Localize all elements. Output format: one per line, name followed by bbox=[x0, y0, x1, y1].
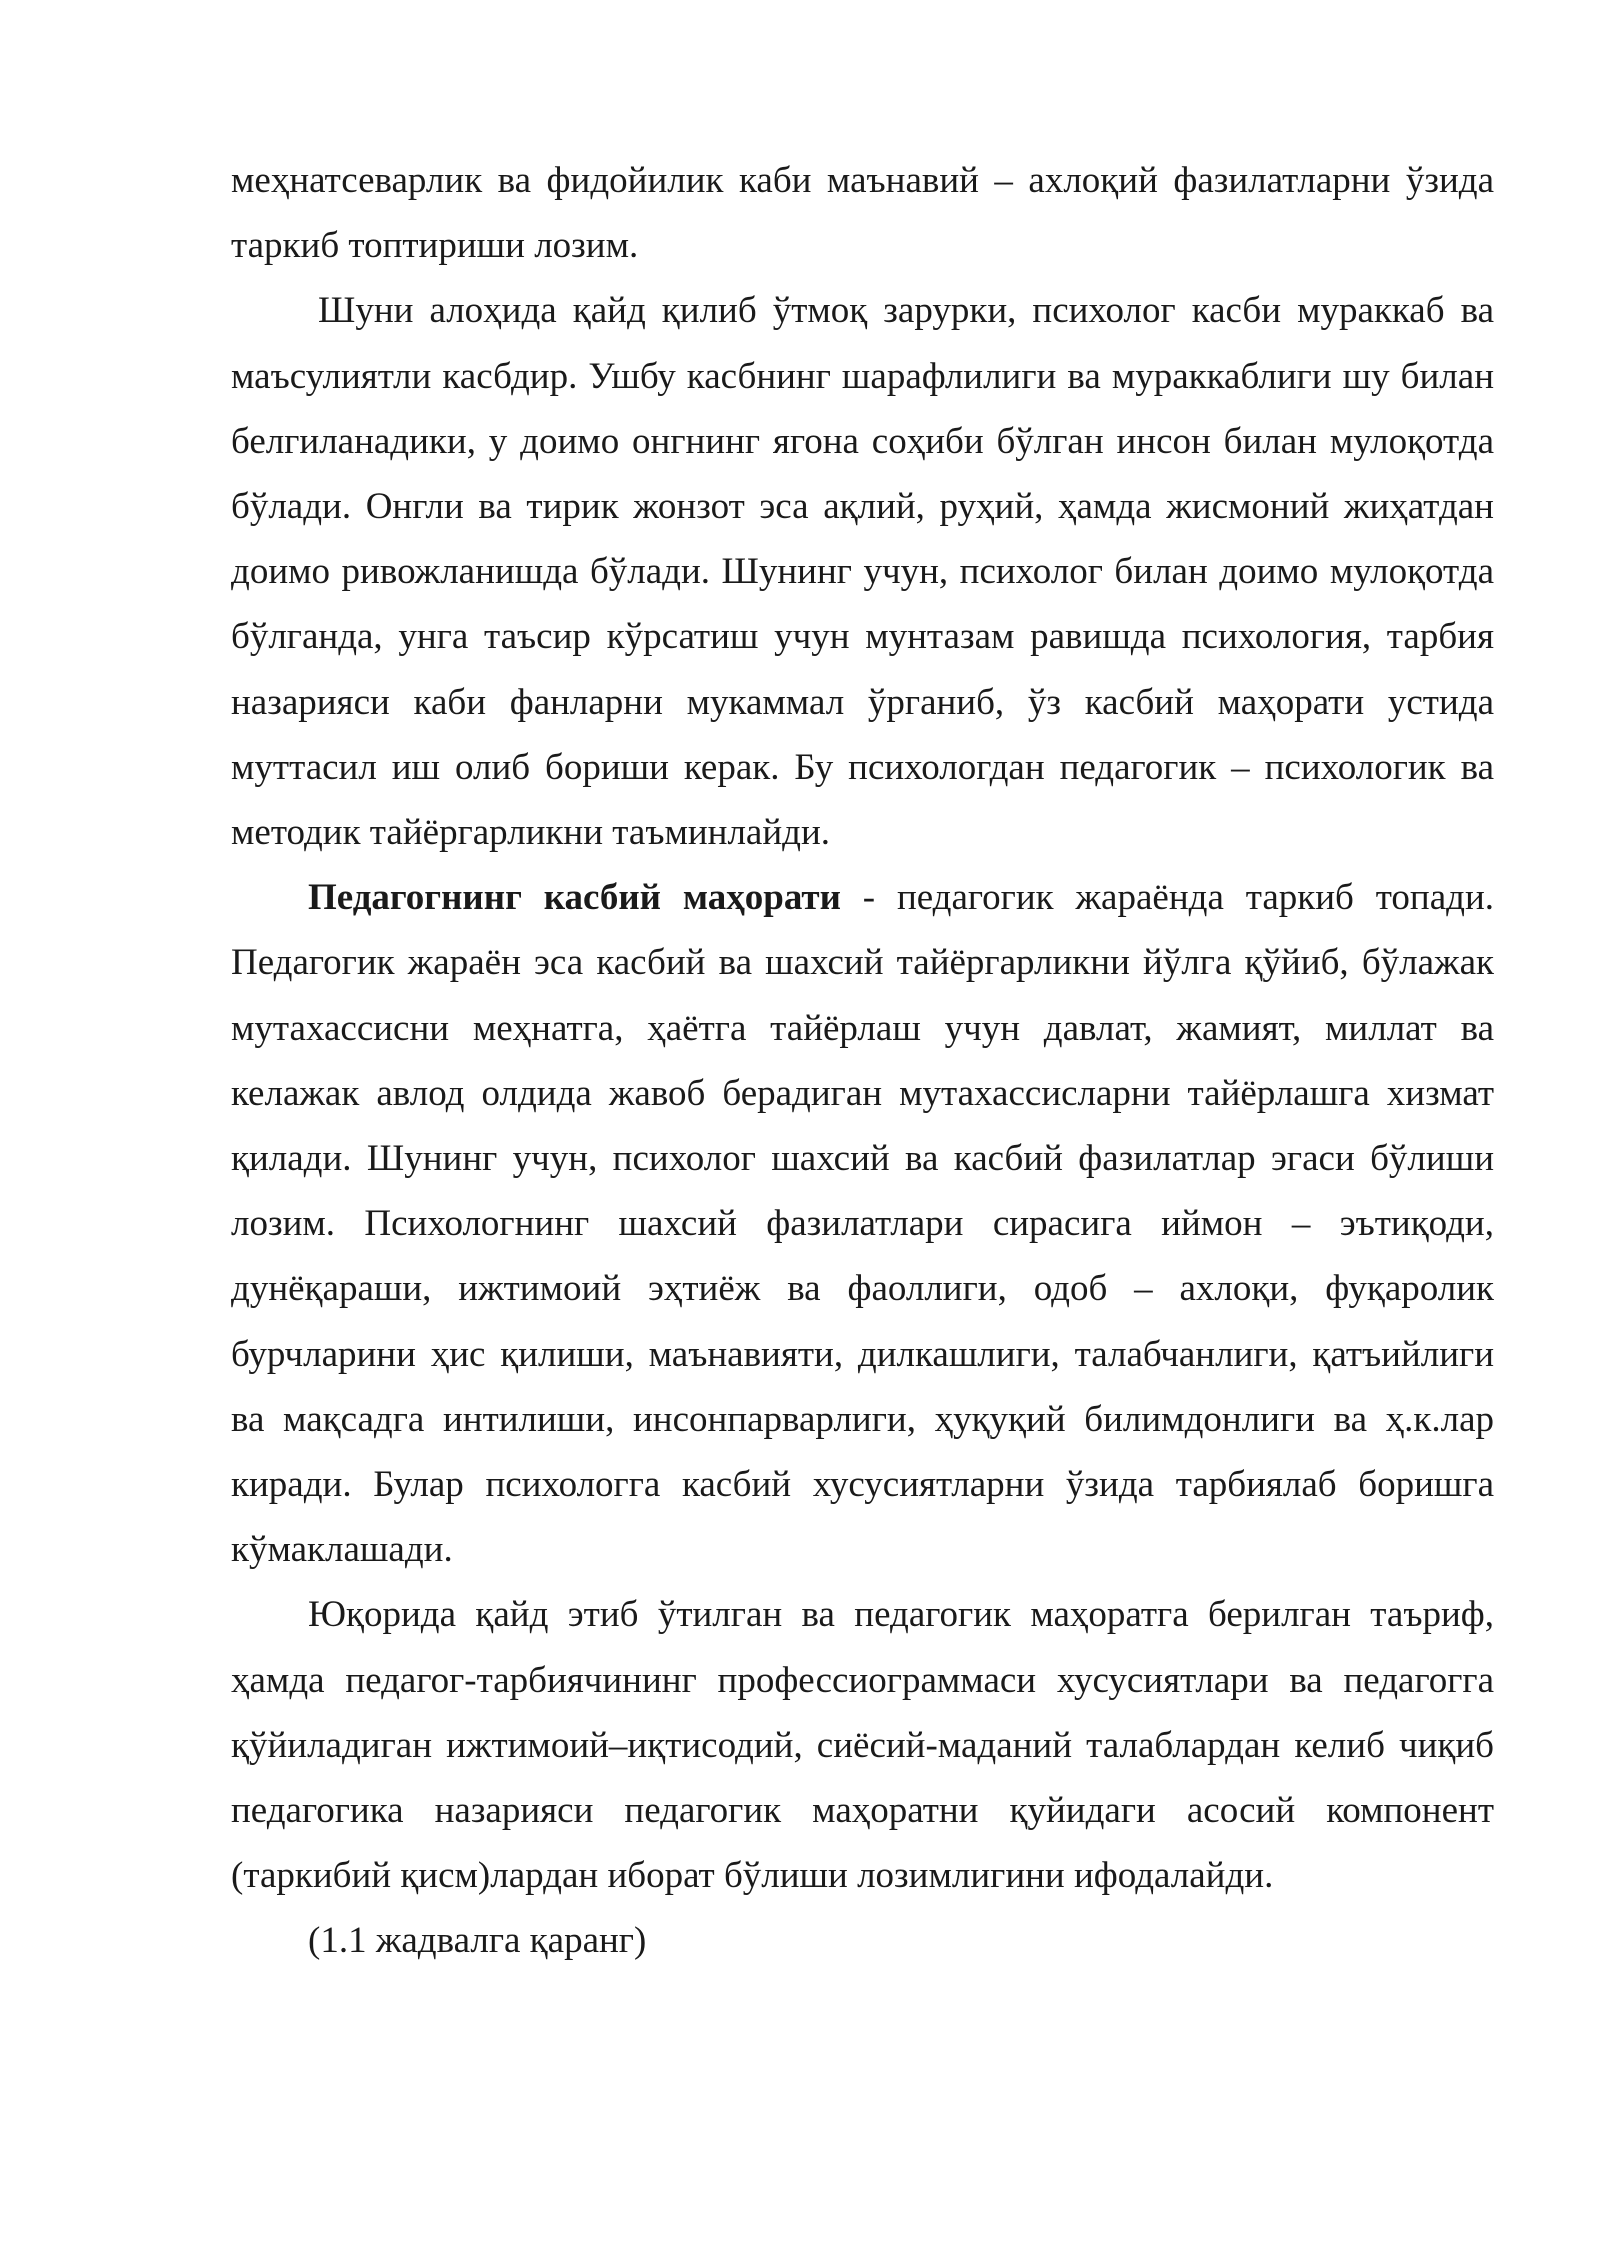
paragraph-4-text: Юқорида қайд этиб ўтилган ва педагогик маҳоратга берилган таъриф, ҳамда педагог-тарбиячининг профессиограммаси хусусиятлари ва педагогга қўйиладиган ижтимоий–иқтисодий, сиёсий-маданий талаблардан келиб чиқиб педагогика назарияси педагогик маҳоратни қуйидаги асосий компонент (таркибий қисм)лардан иборат бўлиши лозимлигини ифодалайди. bbox=[231, 1594, 1494, 1897]
document-page bbox=[231, 148, 1494, 1974]
paragraph-1-text: меҳнатсеварлик ва фидойилик каби маънавий – ахлоқий фазилатларни ўзида таркиб топтириши лозим. bbox=[231, 160, 1494, 267]
paragraph-2 bbox=[231, 278, 1494, 865]
paragraph-2-text: Шуни алоҳида қайд қилиб ўтмоқ зарурки, психолог касби мураккаб ва маъсулиятли касбдир. Ушбу касбнинг шарафлилиги ва мураккаблиги шу билан белгиланадики, у доимо онгнинг ягона соҳиби бўлган инсон билан мулоқотда бўлади. Онгли ва тирик жонзот эса ақлий, руҳий, ҳамда жисмоний жиҳатдан доимо ривожланишда бўлади. Шунинг учун, психолог билан доимо мулоқотда бўлганда, унга таъсир кўрсатиш учун мунтазам равишда психология, тарбия назарияси каби фанларни мукаммал ўрганиб, ўз касбий маҳорати устида муттасил иш олиб бориши керак. Бу психологдан педагогик – психологик ва методик тайёргарликни таъминлайди. bbox=[231, 290, 1494, 854]
paragraph-4 bbox=[231, 1582, 1494, 1908]
paragraph-3 bbox=[231, 865, 1494, 1582]
table-reference bbox=[231, 1908, 1494, 1973]
table-reference-text: (1.1 жадвалга қаранг) bbox=[308, 1920, 647, 1962]
paragraph-3-text: - педагогик жараёнда таркиб топади. Педагогик жараён эса касбий ва шахсий тайёргарликни йўлга қўйиб, бўлажак мутахассисни меҳнатга, ҳаётга тайёрлаш учун давлат, жамият, миллат ва келажак авлод олдида жавоб берадиган мутахассисларни тайёрлашга хизмат қилади. Шунинг учун, психолог шахсий ва касбий фазилатлар эгаси бўлиши лозим. Психологнинг шахсий фазилатлари сирасига иймон – эътиқоди, дунёқараши, ижтимоий эҳтиёж ва фаоллиги, одоб – ахлоқи, фуқаролик бурчларини ҳис қилиши, маънавияти, дилкашлиги, талабчанлиги, қатъийлиги ва мақсадга интилиши, инсонпарварлиги, ҳуқуқий билимдонлиги ва ҳ.к.лар киради. Булар психологга касбий хусусиятларни ўзида тарбиялаб боришга кўмаклашади. bbox=[231, 877, 1495, 1571]
paragraph-1 bbox=[231, 148, 1494, 278]
paragraph-3-term: Педагогнинг касбий маҳорати bbox=[308, 877, 841, 919]
